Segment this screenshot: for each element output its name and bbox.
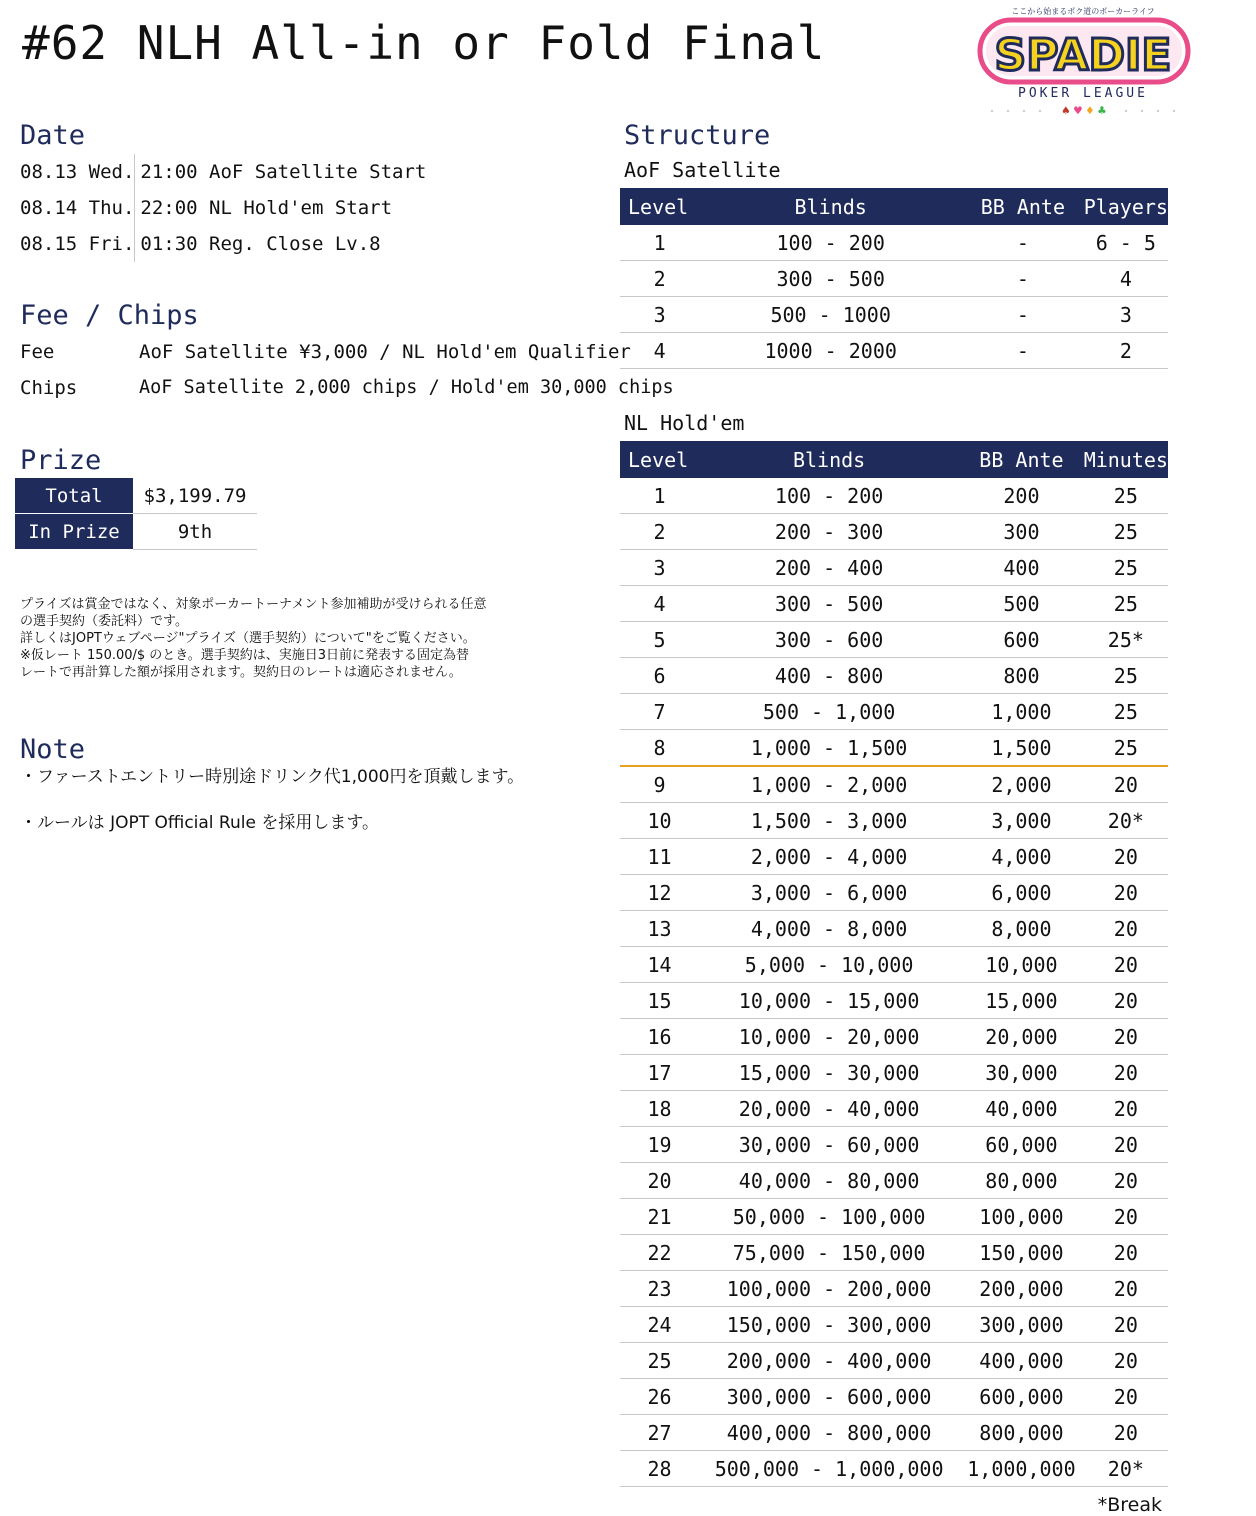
minutes-cell: 20: [1084, 1127, 1168, 1163]
holdem-row: [620, 658, 1168, 694]
spadie-logo: [976, 4, 1191, 122]
col-players: Players: [1084, 188, 1168, 225]
blinds-cell: 30,000 - 60,000: [699, 1127, 959, 1163]
logo-tagline: ここから始まるポク道のポーカーライフ: [1011, 7, 1155, 16]
holdem-row: [620, 1055, 1168, 1091]
date-row: [20, 226, 426, 262]
blinds-cell: 1000 - 2000: [699, 333, 962, 369]
level-cell: 1: [620, 225, 699, 261]
satellite-table: [620, 188, 1168, 369]
holdem-row: [620, 730, 1168, 767]
holdem-row: [620, 839, 1168, 875]
holdem-row: [620, 1343, 1168, 1379]
holdem-row: [620, 1127, 1168, 1163]
holdem-row: [620, 983, 1168, 1019]
minutes-cell: 20: [1084, 1091, 1168, 1127]
level-cell: 2: [620, 261, 699, 297]
blinds-cell: 3,000 - 6,000: [699, 875, 959, 911]
blinds-cell: 2,000 - 4,000: [699, 839, 959, 875]
satellite-row: [620, 261, 1168, 297]
level-cell: 4: [620, 586, 699, 622]
col-blinds: Blinds: [699, 188, 962, 225]
minutes-cell: 20: [1084, 1199, 1168, 1235]
holdem-row: [620, 1199, 1168, 1235]
club-icon: ♣: [1098, 104, 1106, 119]
holdem-row: [620, 803, 1168, 839]
blinds-cell: 10,000 - 15,000: [699, 983, 959, 1019]
blinds-cell: 5,000 - 10,000: [699, 947, 959, 983]
level-cell: 20: [620, 1163, 699, 1199]
col-bb-ante: BB Ante: [959, 441, 1084, 478]
satellite-title: AoF Satellite: [624, 158, 781, 182]
blinds-cell: 500,000 - 1,000,000: [699, 1451, 959, 1487]
minutes-cell: 20*: [1084, 803, 1168, 839]
minutes-cell: 25*: [1084, 622, 1168, 658]
date-event: 01:30 Reg. Close Lv.8: [140, 233, 381, 255]
holdem-row: [620, 1271, 1168, 1307]
prize-total-label: Total: [15, 478, 133, 514]
bb-ante-cell: 3,000: [959, 803, 1084, 839]
note-item: ・ファーストエントリー時別途ドリンク代1,000円を頂戴します。: [20, 767, 525, 787]
holdem-row: [620, 1091, 1168, 1127]
holdem-table: [620, 441, 1168, 1487]
blinds-cell: 300,000 - 600,000: [699, 1379, 959, 1415]
bb-ante-cell: 2,000: [959, 766, 1084, 803]
level-cell: 23: [620, 1271, 699, 1307]
minutes-cell: 20: [1084, 1235, 1168, 1271]
prize-heading: Prize: [20, 445, 102, 476]
disclaimer-line: 詳しくはJOPTウェブページ"プライズ（選手契約）について"をご覧ください。: [20, 631, 476, 646]
minutes-cell: 20: [1084, 1271, 1168, 1307]
blinds-cell: 100 - 200: [699, 478, 959, 514]
disclaimer-line: の選手契約（委託料）です。: [20, 614, 188, 629]
holdem-row: [620, 1451, 1168, 1487]
break-note: *Break: [1097, 1494, 1162, 1516]
level-cell: 28: [620, 1451, 699, 1487]
minutes-cell: 20: [1084, 1163, 1168, 1199]
date-row: [20, 190, 426, 226]
satellite-row: [620, 333, 1168, 369]
blinds-cell: 1,000 - 1,500: [699, 730, 959, 767]
minutes-cell: 25: [1084, 586, 1168, 622]
blinds-cell: 15,000 - 30,000: [699, 1055, 959, 1091]
blinds-cell: 400 - 800: [699, 658, 959, 694]
bb-ante-cell: 500: [959, 586, 1084, 622]
minutes-cell: 25: [1084, 478, 1168, 514]
minutes-cell: 25: [1084, 658, 1168, 694]
level-cell: 6: [620, 658, 699, 694]
level-cell: 3: [620, 550, 699, 586]
bb-ante-cell: -: [962, 225, 1084, 261]
blinds-cell: 200,000 - 400,000: [699, 1343, 959, 1379]
level-cell: 12: [620, 875, 699, 911]
chips-label: Chips: [20, 377, 78, 399]
blinds-cell: 200 - 400: [699, 550, 959, 586]
bb-ante-cell: 600: [959, 622, 1084, 658]
date-day: 08.13 Wed.: [20, 154, 135, 190]
blinds-cell: 500 - 1000: [699, 297, 962, 333]
blinds-cell: 300 - 600: [699, 622, 959, 658]
holdem-title: NL Hold'em: [624, 411, 745, 435]
bb-ante-cell: 100,000: [959, 1199, 1084, 1235]
logo-dots: [991, 110, 1175, 112]
players-cell: 3: [1084, 297, 1168, 333]
date-table: [20, 154, 426, 262]
minutes-cell: 20: [1084, 875, 1168, 911]
holdem-row: [620, 1307, 1168, 1343]
minutes-cell: 20: [1084, 1055, 1168, 1091]
suit-icons: [1062, 104, 1106, 119]
level-cell: 11: [620, 839, 699, 875]
level-cell: 27: [620, 1415, 699, 1451]
holdem-row: [620, 1235, 1168, 1271]
bb-ante-cell: 400: [959, 550, 1084, 586]
bb-ante-cell: 15,000: [959, 983, 1084, 1019]
diamond-icon: ♦: [1086, 104, 1094, 119]
bb-ante-cell: -: [962, 333, 1084, 369]
prize-total-row: [15, 478, 257, 514]
bb-ante-cell: 8,000: [959, 911, 1084, 947]
level-cell: 21: [620, 1199, 699, 1235]
disclaimer-line: プライズは賞金ではなく、対象ポーカートーナメント参加補助が受けられる任意: [20, 597, 487, 612]
level-cell: 8: [620, 730, 699, 767]
prize-in-prize-value: 9th: [133, 514, 257, 550]
blinds-cell: 75,000 - 150,000: [699, 1235, 959, 1271]
structure-heading: Structure: [624, 120, 771, 151]
prize-table: [15, 478, 257, 550]
blinds-cell: 500 - 1,000: [699, 694, 959, 730]
holdem-row: [620, 586, 1168, 622]
blinds-cell: 300 - 500: [699, 586, 959, 622]
holdem-row: [620, 694, 1168, 730]
level-cell: 9: [620, 766, 699, 803]
level-cell: 17: [620, 1055, 699, 1091]
blinds-cell: 100 - 200: [699, 225, 962, 261]
minutes-cell: 20: [1084, 947, 1168, 983]
satellite-row: [620, 225, 1168, 261]
bb-ante-cell: -: [962, 261, 1084, 297]
level-cell: 3: [620, 297, 699, 333]
minutes-cell: 20: [1084, 839, 1168, 875]
level-cell: 2: [620, 514, 699, 550]
fee-label: Fee: [20, 341, 55, 363]
level-cell: 10: [620, 803, 699, 839]
satellite-header-row: [620, 188, 1168, 225]
minutes-cell: 20: [1084, 911, 1168, 947]
prize-in-prize-label: In Prize: [15, 514, 133, 550]
bb-ante-cell: 30,000: [959, 1055, 1084, 1091]
spade-icon: ♠: [1062, 104, 1070, 119]
holdem-row: [620, 1163, 1168, 1199]
minutes-cell: 25: [1084, 730, 1168, 767]
logo-brand: SPADIE: [994, 30, 1172, 81]
holdem-row: [620, 550, 1168, 586]
date-event: 22:00 NL Hold'em Start: [140, 197, 393, 219]
logo-sub: POKER LEAGUE: [1018, 86, 1148, 101]
note-heading: Note: [20, 734, 86, 765]
minutes-cell: 20: [1084, 766, 1168, 803]
blinds-cell: 1,000 - 2,000: [699, 766, 959, 803]
holdem-header-row: [620, 441, 1168, 478]
bb-ante-cell: 200: [959, 478, 1084, 514]
bb-ante-cell: 40,000: [959, 1091, 1084, 1127]
bb-ante-cell: 80,000: [959, 1163, 1084, 1199]
col-bb-ante: BB Ante: [962, 188, 1084, 225]
col-blinds: Blinds: [699, 441, 959, 478]
bb-ante-cell: 10,000: [959, 947, 1084, 983]
holdem-row: [620, 514, 1168, 550]
holdem-row: [620, 622, 1168, 658]
holdem-row: [620, 875, 1168, 911]
holdem-row: [620, 1379, 1168, 1415]
holdem-row: [620, 911, 1168, 947]
bb-ante-cell: 600,000: [959, 1379, 1084, 1415]
holdem-row: [620, 478, 1168, 514]
level-cell: 26: [620, 1379, 699, 1415]
players-cell: 4: [1084, 261, 1168, 297]
level-cell: 22: [620, 1235, 699, 1271]
date-row: [20, 154, 426, 190]
level-cell: 24: [620, 1307, 699, 1343]
page-title: #62 NLH All-in or Fold Final: [22, 16, 826, 70]
level-cell: 4: [620, 333, 699, 369]
col-level: Level: [620, 188, 699, 225]
minutes-cell: 20: [1084, 1019, 1168, 1055]
minutes-cell: 20: [1084, 1415, 1168, 1451]
bb-ante-cell: 1,000: [959, 694, 1084, 730]
fee-value: AoF Satellite ¥3,000 / NL Hold'em Qualifier: [139, 341, 631, 363]
level-cell: 13: [620, 911, 699, 947]
note-item: ・ルールは JOPT Official Rule を採用します。: [20, 813, 379, 833]
heart-icon: ♥: [1074, 104, 1082, 119]
prize-total-value: $3,199.79: [133, 478, 257, 514]
bb-ante-cell: 300,000: [959, 1307, 1084, 1343]
blinds-cell: 300 - 500: [699, 261, 962, 297]
blinds-cell: 50,000 - 100,000: [699, 1199, 959, 1235]
blinds-cell: 4,000 - 8,000: [699, 911, 959, 947]
minutes-cell: 25: [1084, 514, 1168, 550]
bb-ante-cell: 1,000,000: [959, 1451, 1084, 1487]
level-cell: 1: [620, 478, 699, 514]
holdem-row: [620, 1415, 1168, 1451]
bb-ante-cell: 1,500: [959, 730, 1084, 767]
col-level: Level: [620, 441, 699, 478]
level-cell: 18: [620, 1091, 699, 1127]
level-cell: 5: [620, 622, 699, 658]
prize-disclaimer: [20, 596, 560, 681]
bb-ante-cell: 400,000: [959, 1343, 1084, 1379]
blinds-cell: 1,500 - 3,000: [699, 803, 959, 839]
bb-ante-cell: 150,000: [959, 1235, 1084, 1271]
bb-ante-cell: 300: [959, 514, 1084, 550]
prize-in-prize-row: [15, 514, 257, 550]
bb-ante-cell: 4,000: [959, 839, 1084, 875]
blinds-cell: 40,000 - 80,000: [699, 1163, 959, 1199]
date-heading: Date: [20, 120, 86, 151]
chips-value: AoF Satellite 2,000 chips / Hold'em 30,000 chips: [139, 377, 674, 398]
blinds-cell: 200 - 300: [699, 514, 959, 550]
players-cell: 6 - 5: [1084, 225, 1168, 261]
holdem-row: [620, 1019, 1168, 1055]
disclaimer-line: ※仮レート 150.00/$ のとき。選手契約は、実施日3日前に発表する固定為替: [20, 648, 470, 663]
level-cell: 19: [620, 1127, 699, 1163]
holdem-row: [620, 947, 1168, 983]
players-cell: 2: [1084, 333, 1168, 369]
level-cell: 16: [620, 1019, 699, 1055]
minutes-cell: 20: [1084, 1307, 1168, 1343]
disclaimer-line: レートで再計算した額が採用されます。契約日のレートは適応されません。: [20, 665, 462, 680]
date-event: 21:00 AoF Satellite Start: [140, 161, 427, 183]
level-cell: 25: [620, 1343, 699, 1379]
bb-ante-cell: 6,000: [959, 875, 1084, 911]
fee-chips-heading: Fee / Chips: [20, 300, 199, 331]
minutes-cell: 20*: [1084, 1451, 1168, 1487]
level-cell: 15: [620, 983, 699, 1019]
blinds-cell: 20,000 - 40,000: [699, 1091, 959, 1127]
col-minutes: Minutes: [1084, 441, 1168, 478]
bb-ante-cell: -: [962, 297, 1084, 333]
minutes-cell: 20: [1084, 983, 1168, 1019]
date-day: 08.15 Fri.: [20, 226, 135, 262]
minutes-cell: 20: [1084, 1343, 1168, 1379]
bb-ante-cell: 200,000: [959, 1271, 1084, 1307]
blinds-cell: 150,000 - 300,000: [699, 1307, 959, 1343]
blinds-cell: 100,000 - 200,000: [699, 1271, 959, 1307]
level-cell: 7: [620, 694, 699, 730]
minutes-cell: 25: [1084, 694, 1168, 730]
blinds-cell: 10,000 - 20,000: [699, 1019, 959, 1055]
blinds-cell: 400,000 - 800,000: [699, 1415, 959, 1451]
bb-ante-cell: 800,000: [959, 1415, 1084, 1451]
minutes-cell: 20: [1084, 1379, 1168, 1415]
level-cell: 14: [620, 947, 699, 983]
bb-ante-cell: 60,000: [959, 1127, 1084, 1163]
holdem-row: [620, 766, 1168, 803]
bb-ante-cell: 800: [959, 658, 1084, 694]
satellite-row: [620, 297, 1168, 333]
minutes-cell: 25: [1084, 550, 1168, 586]
date-day: 08.14 Thu.: [20, 190, 135, 226]
bb-ante-cell: 20,000: [959, 1019, 1084, 1055]
